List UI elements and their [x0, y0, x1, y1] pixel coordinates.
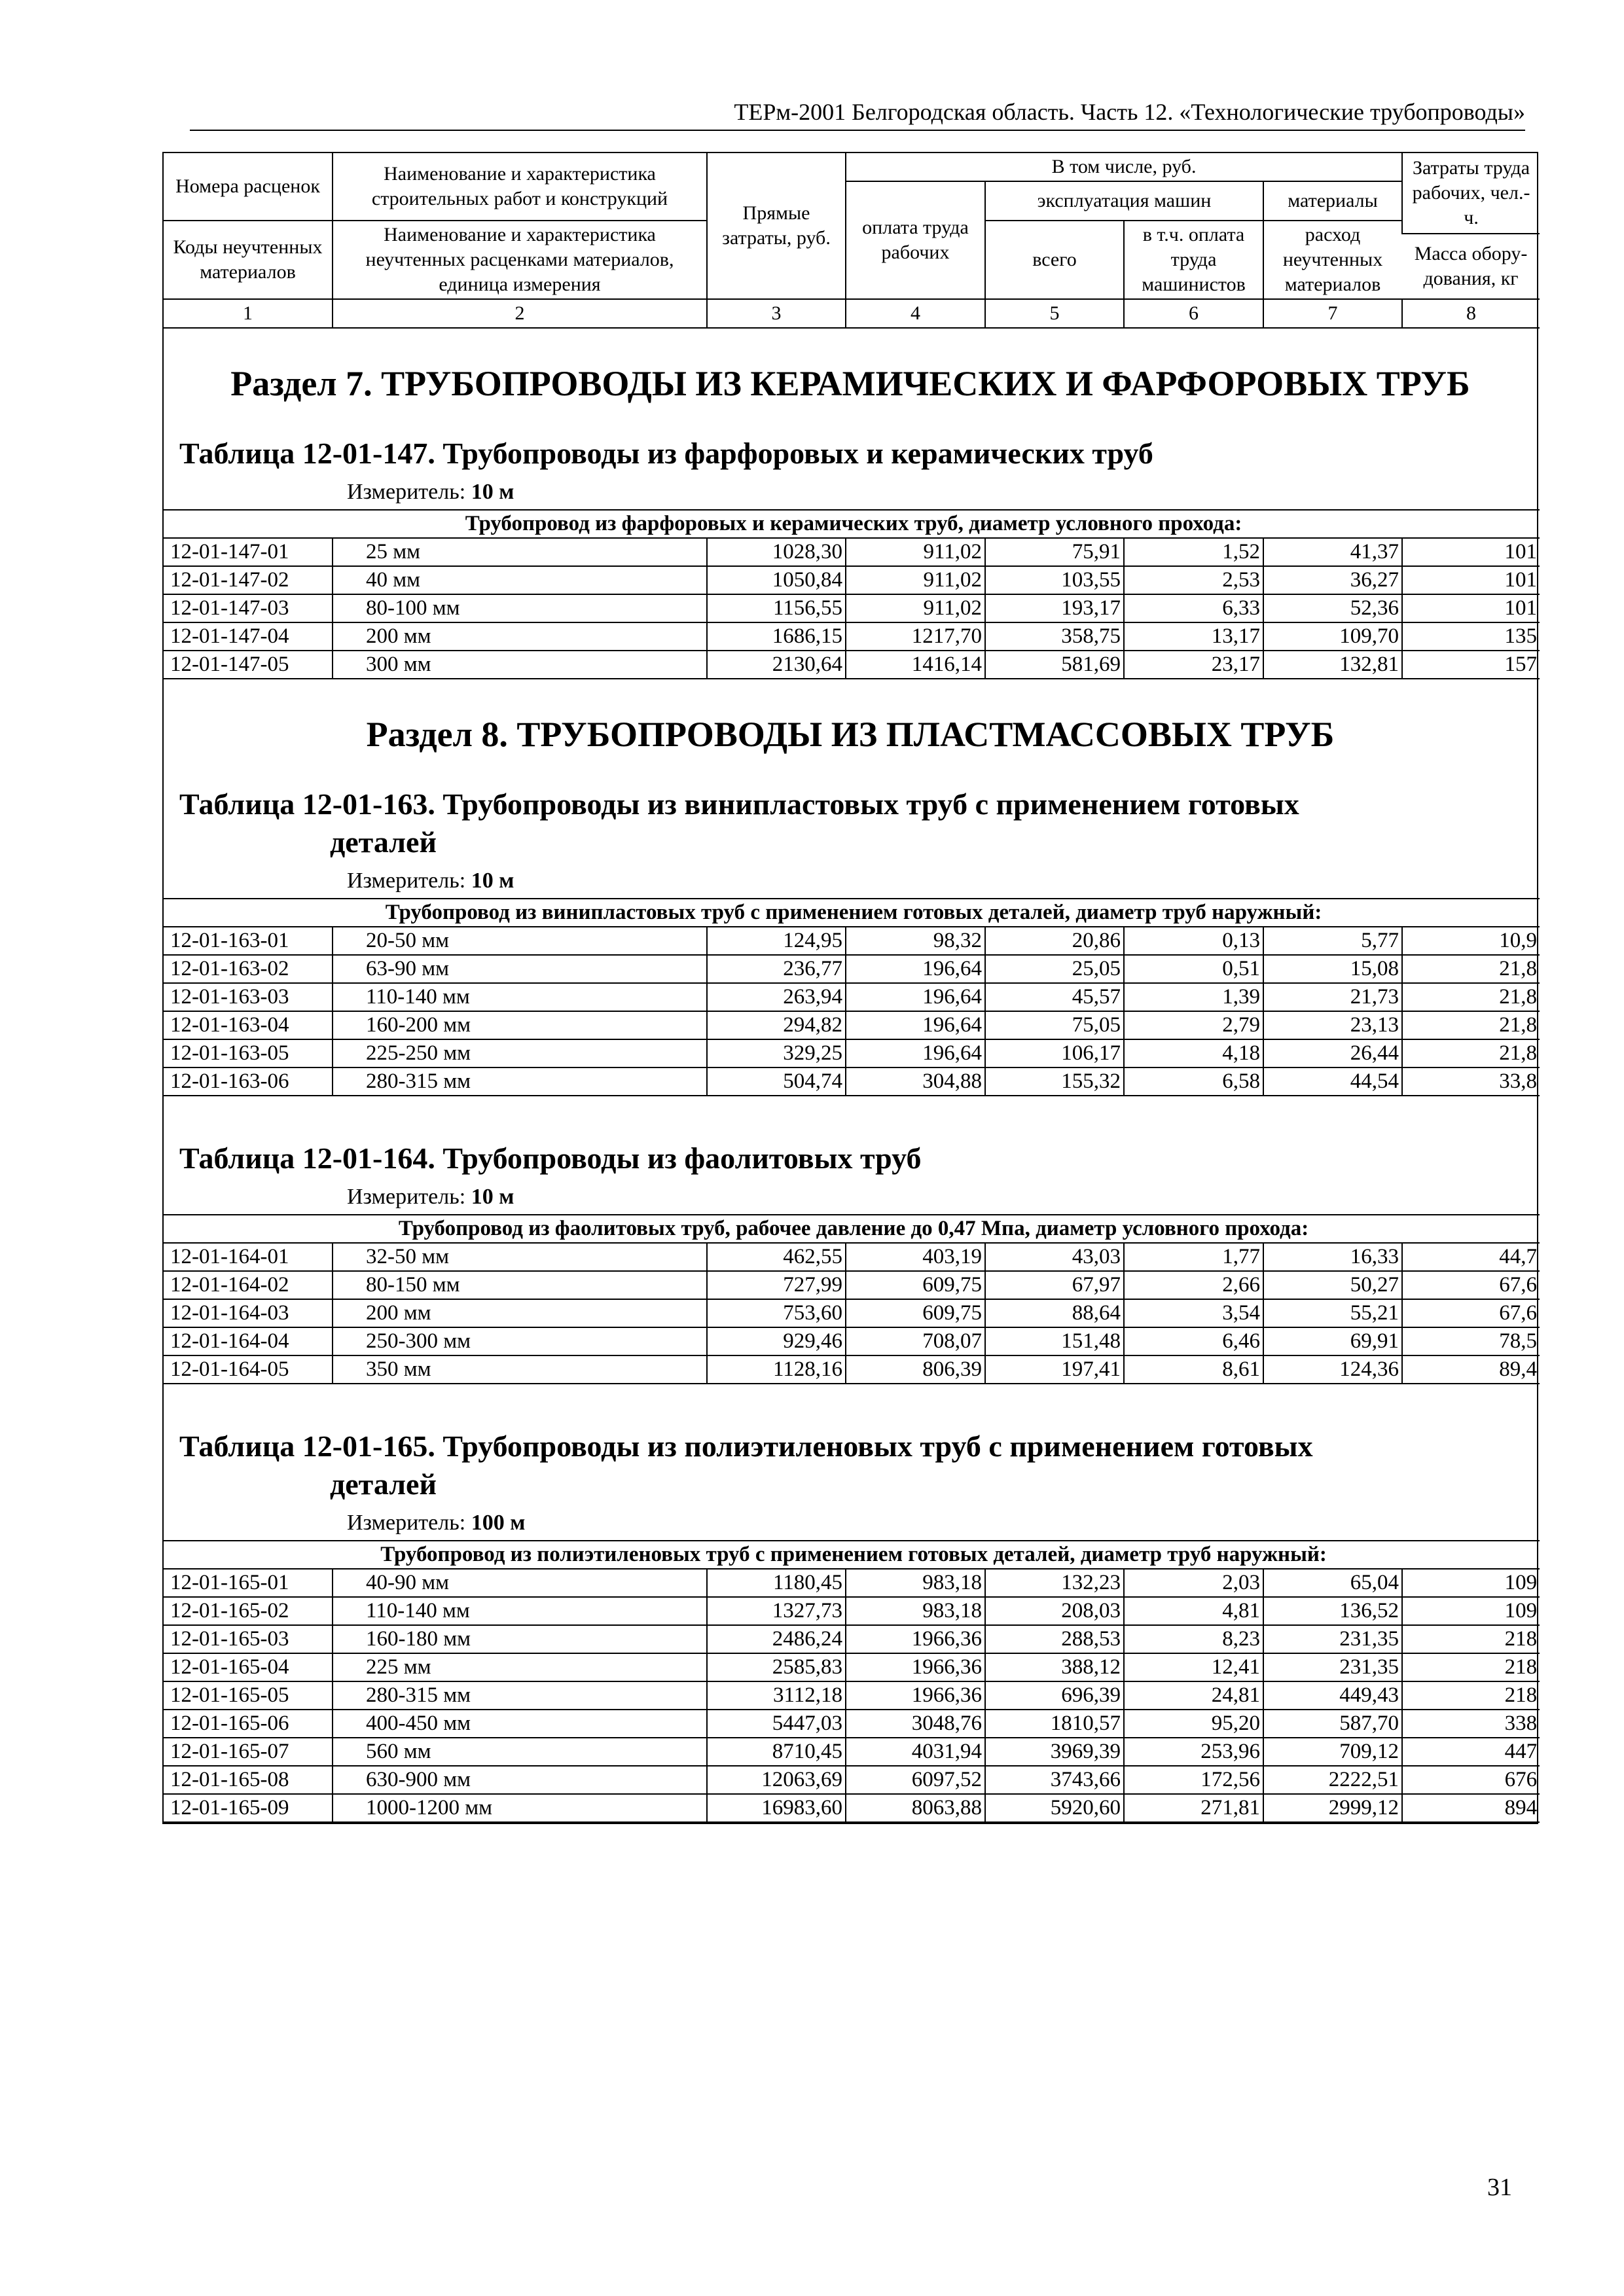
col-header-including: В том числе, руб.	[846, 153, 1402, 181]
rate-code: 12-01-163-05	[164, 1039, 333, 1067]
machines-total: 581,69	[985, 651, 1124, 679]
labor-hours: 44,7	[1402, 1243, 1540, 1271]
rate-code: 12-01-147-01	[164, 538, 333, 566]
materials-cost: 231,35	[1263, 1653, 1402, 1681]
rates-table	[164, 509, 1540, 679]
materials-cost: 709,12	[1263, 1738, 1402, 1766]
col-number: 1	[164, 299, 333, 328]
work-name: 80-150 мм	[333, 1271, 707, 1299]
table-row	[164, 983, 1540, 1011]
col-header-material-use: расход неучтенных материалов	[1263, 221, 1402, 299]
group-heading: Трубопровод из фарфоровых и керамических труб, диаметр условного прохода:	[164, 510, 1540, 538]
rate-code: 12-01-163-02	[164, 955, 333, 983]
table-row	[164, 955, 1540, 983]
machines-total: 3969,39	[985, 1738, 1124, 1766]
labor-hours: 67,6	[1402, 1299, 1540, 1327]
section-title: Раздел 7. ТРУБОПРОВОДЫ ИЗ КЕРАМИЧЕСКИХ И ФАРФОРОВЫХ ТРУБ	[230, 364, 1470, 403]
machines-total: 288,53	[985, 1625, 1124, 1653]
labor-hours: 21,8	[1402, 1011, 1540, 1039]
table-title-text: Таблица 12-01-147. Трубопроводы из фарфоровых и керамических труб	[179, 437, 1153, 470]
direct-cost: 2130,64	[707, 651, 846, 679]
work-name: 110-140 мм	[333, 1597, 707, 1625]
labor-hours: 135	[1402, 622, 1540, 651]
table-row	[164, 1794, 1540, 1822]
table-row	[164, 1355, 1540, 1384]
materials-cost: 69,91	[1263, 1327, 1402, 1355]
worker-pay: 196,64	[846, 1011, 985, 1039]
machines-total: 75,05	[985, 1011, 1124, 1039]
direct-cost: 753,60	[707, 1299, 846, 1327]
operator-pay: 95,20	[1124, 1710, 1263, 1738]
work-name: 400-450 мм	[333, 1710, 707, 1738]
col-header-material-codes: Коды неучтенных материалов	[164, 221, 333, 299]
measure-label: Измеритель:	[347, 869, 466, 893]
rate-code: 12-01-147-04	[164, 622, 333, 651]
operator-pay: 1,39	[1124, 983, 1263, 1011]
worker-pay: 196,64	[846, 983, 985, 1011]
work-name: 350 мм	[333, 1355, 707, 1384]
table-row	[164, 1710, 1540, 1738]
operator-pay: 6,33	[1124, 594, 1263, 622]
materials-cost: 124,36	[1263, 1355, 1402, 1384]
table-row	[164, 651, 1540, 679]
work-name: 160-200 мм	[333, 1011, 707, 1039]
work-name: 280-315 мм	[333, 1681, 707, 1710]
table-row	[164, 1766, 1540, 1794]
materials-cost: 449,43	[1263, 1681, 1402, 1710]
worker-pay: 196,64	[846, 1039, 985, 1067]
labor-hours: 109	[1402, 1569, 1540, 1597]
direct-cost: 2585,83	[707, 1653, 846, 1681]
work-name: 32-50 мм	[333, 1243, 707, 1271]
rate-code: 12-01-165-08	[164, 1766, 333, 1794]
worker-pay: 983,18	[846, 1597, 985, 1625]
col-header-materials: материалы	[1263, 181, 1402, 221]
table-title-text: Таблица 12-01-164. Трубопроводы из фаолитовых труб	[179, 1141, 922, 1175]
work-name: 20-50 мм	[333, 927, 707, 955]
work-name: 40 мм	[333, 566, 707, 594]
operator-pay: 0,13	[1124, 927, 1263, 955]
col-header-equipment-mass: Масса обору-дования, кг	[1402, 234, 1540, 299]
materials-cost: 132,81	[1263, 651, 1402, 679]
materials-cost: 41,37	[1263, 538, 1402, 566]
work-name: 40-90 мм	[333, 1569, 707, 1597]
table-row	[164, 1299, 1540, 1327]
rate-code: 12-01-164-01	[164, 1243, 333, 1271]
machines-total: 1810,57	[985, 1710, 1124, 1738]
machines-total: 696,39	[985, 1681, 1124, 1710]
materials-cost: 65,04	[1263, 1569, 1402, 1597]
rate-code: 12-01-165-09	[164, 1794, 333, 1822]
worker-pay: 1966,36	[846, 1681, 985, 1710]
measure-value: 10 м	[471, 869, 514, 893]
table-title-continuation: деталей	[330, 1467, 437, 1501]
operator-pay: 24,81	[1124, 1681, 1263, 1710]
work-name: 80-100 мм	[333, 594, 707, 622]
rate-code: 12-01-165-06	[164, 1710, 333, 1738]
table-row	[164, 1597, 1540, 1625]
machines-total: 20,86	[985, 927, 1124, 955]
labor-hours: 894	[1402, 1794, 1540, 1822]
materials-cost: 55,21	[1263, 1299, 1402, 1327]
col-header-name: Наименование и характеристика строительных работ и конструкций	[333, 153, 707, 221]
direct-cost: 1028,30	[707, 538, 846, 566]
group-row	[164, 1541, 1540, 1569]
col-header-machines-total: всего	[985, 221, 1124, 299]
table-title-continuation: деталей	[330, 825, 437, 859]
direct-cost: 2486,24	[707, 1625, 846, 1653]
operator-pay: 1,77	[1124, 1243, 1263, 1271]
materials-cost: 36,27	[1263, 566, 1402, 594]
measure-value: 10 м	[471, 1185, 514, 1209]
table-row	[164, 622, 1540, 651]
rate-code: 12-01-147-02	[164, 566, 333, 594]
operator-pay: 1,52	[1124, 538, 1263, 566]
operator-pay: 2,79	[1124, 1011, 1263, 1039]
labor-hours: 10,9	[1402, 927, 1540, 955]
direct-cost: 263,94	[707, 983, 846, 1011]
table-row	[164, 566, 1540, 594]
table-title	[164, 1139, 1537, 1177]
materials-cost: 5,77	[1263, 927, 1402, 955]
direct-cost: 1156,55	[707, 594, 846, 622]
section	[164, 329, 1537, 679]
rate-code: 12-01-163-03	[164, 983, 333, 1011]
table-row	[164, 1738, 1540, 1766]
group-row	[164, 1215, 1540, 1243]
work-name: 200 мм	[333, 1299, 707, 1327]
machines-total: 193,17	[985, 594, 1124, 622]
rate-code: 12-01-163-01	[164, 927, 333, 955]
work-name: 225 мм	[333, 1653, 707, 1681]
worker-pay: 708,07	[846, 1327, 985, 1355]
labor-hours: 21,8	[1402, 983, 1540, 1011]
worker-pay: 196,64	[846, 955, 985, 983]
col-number: 7	[1263, 299, 1402, 328]
worker-pay: 911,02	[846, 538, 985, 566]
col-number: 4	[846, 299, 985, 328]
materials-cost: 109,70	[1263, 622, 1402, 651]
direct-cost: 462,55	[707, 1243, 846, 1271]
worker-pay: 911,02	[846, 566, 985, 594]
rate-code: 12-01-163-06	[164, 1067, 333, 1096]
measure-unit	[164, 478, 1537, 507]
group-heading: Трубопровод из фаолитовых труб, рабочее давление до 0,47 Мпа, диаметр условного прохода:	[164, 1215, 1540, 1243]
labor-hours: 33,8	[1402, 1067, 1540, 1096]
operator-pay: 13,17	[1124, 622, 1263, 651]
group-row	[164, 510, 1540, 538]
labor-hours: 101	[1402, 538, 1540, 566]
direct-cost: 1128,16	[707, 1355, 846, 1384]
direct-cost: 504,74	[707, 1067, 846, 1096]
col-header-material-names: Наименование и характеристика неучтенных расценками материалов, единица измерения	[333, 221, 707, 299]
materials-cost: 44,54	[1263, 1067, 1402, 1096]
work-name: 225-250 мм	[333, 1039, 707, 1067]
work-name: 250-300 мм	[333, 1327, 707, 1355]
measure-value: 10 м	[471, 480, 514, 504]
machines-total: 43,03	[985, 1243, 1124, 1271]
labor-hours: 101	[1402, 594, 1540, 622]
machines-total: 155,32	[985, 1067, 1124, 1096]
work-name: 63-90 мм	[333, 955, 707, 983]
labor-hours: 218	[1402, 1653, 1540, 1681]
work-name: 280-315 мм	[333, 1067, 707, 1096]
rate-code: 12-01-165-02	[164, 1597, 333, 1625]
rates-table	[164, 1540, 1540, 1823]
operator-pay: 12,41	[1124, 1653, 1263, 1681]
col-header-direct-costs: Прямые затраты, руб.	[707, 153, 846, 299]
rate-code: 12-01-165-01	[164, 1569, 333, 1597]
rates-table	[164, 898, 1540, 1096]
work-name: 110-140 мм	[333, 983, 707, 1011]
measure-label: Измеритель:	[347, 1185, 466, 1209]
worker-pay: 6097,52	[846, 1766, 985, 1794]
operator-pay: 8,23	[1124, 1625, 1263, 1653]
direct-cost: 1686,15	[707, 622, 846, 651]
running-header: ТЕРм-2001 Белгородская область. Часть 12. «Технологические трубопроводы»	[190, 98, 1525, 131]
materials-cost: 23,13	[1263, 1011, 1402, 1039]
labor-hours: 21,8	[1402, 955, 1540, 983]
table-title	[164, 785, 1537, 861]
machines-total: 45,57	[985, 983, 1124, 1011]
labor-hours: 78,5	[1402, 1327, 1540, 1355]
col-header-labor-costs: Затраты труда рабочих, чел.-ч.	[1402, 153, 1540, 234]
worker-pay: 1217,70	[846, 622, 985, 651]
direct-cost: 929,46	[707, 1327, 846, 1355]
table-row	[164, 1569, 1540, 1597]
worker-pay: 1966,36	[846, 1653, 985, 1681]
direct-cost: 294,82	[707, 1011, 846, 1039]
operator-pay: 2,66	[1124, 1271, 1263, 1299]
table-title	[164, 1427, 1537, 1503]
labor-hours: 21,8	[1402, 1039, 1540, 1067]
work-name: 1000-1200 мм	[333, 1794, 707, 1822]
materials-cost: 50,27	[1263, 1271, 1402, 1299]
machines-total: 25,05	[985, 955, 1124, 983]
labor-hours: 447	[1402, 1738, 1540, 1766]
table-row	[164, 1067, 1540, 1096]
worker-pay: 1966,36	[846, 1625, 985, 1653]
direct-cost: 1050,84	[707, 566, 846, 594]
col-number: 2	[333, 299, 707, 328]
labor-hours: 109	[1402, 1597, 1540, 1625]
section	[164, 679, 1537, 1823]
group-heading: Трубопровод из полиэтиленовых труб с применением готовых деталей, диаметр труб наружный:	[164, 1541, 1540, 1569]
labor-hours: 676	[1402, 1766, 1540, 1794]
operator-pay: 4,18	[1124, 1039, 1263, 1067]
operator-pay: 2,03	[1124, 1569, 1263, 1597]
work-name: 160-180 мм	[333, 1625, 707, 1653]
machines-total: 208,03	[985, 1597, 1124, 1625]
materials-cost: 15,08	[1263, 955, 1402, 983]
machines-total: 67,97	[985, 1271, 1124, 1299]
measure-value: 100 м	[471, 1511, 526, 1535]
materials-cost: 16,33	[1263, 1243, 1402, 1271]
machines-total: 75,91	[985, 538, 1124, 566]
rate-code: 12-01-165-07	[164, 1738, 333, 1766]
table-title-text: Таблица 12-01-165. Трубопроводы из полиэтиленовых труб с применением готовых	[179, 1429, 1313, 1463]
operator-pay: 271,81	[1124, 1794, 1263, 1822]
worker-pay: 806,39	[846, 1355, 985, 1384]
materials-cost: 231,35	[1263, 1625, 1402, 1653]
machines-total: 88,64	[985, 1299, 1124, 1327]
operator-pay: 253,96	[1124, 1738, 1263, 1766]
column-header-table	[164, 153, 1540, 329]
measure-label: Измеритель:	[347, 480, 466, 504]
col-number: 3	[707, 299, 846, 328]
measure-label: Измеритель:	[347, 1511, 466, 1535]
materials-cost: 26,44	[1263, 1039, 1402, 1067]
direct-cost: 727,99	[707, 1271, 846, 1299]
table-row	[164, 1039, 1540, 1067]
operator-pay: 2,53	[1124, 566, 1263, 594]
operator-pay: 4,81	[1124, 1597, 1263, 1625]
machines-total: 132,23	[985, 1569, 1124, 1597]
operator-pay: 6,58	[1124, 1067, 1263, 1096]
operator-pay: 23,17	[1124, 651, 1263, 679]
machines-total: 151,48	[985, 1327, 1124, 1355]
direct-cost: 16983,60	[707, 1794, 846, 1822]
worker-pay: 4031,94	[846, 1738, 985, 1766]
machines-total: 388,12	[985, 1653, 1124, 1681]
labor-hours: 101	[1402, 566, 1540, 594]
labor-hours: 338	[1402, 1710, 1540, 1738]
col-number: 5	[985, 299, 1124, 328]
table-row	[164, 538, 1540, 566]
machines-total: 106,17	[985, 1039, 1124, 1067]
materials-cost: 2222,51	[1263, 1766, 1402, 1794]
materials-cost: 136,52	[1263, 1597, 1402, 1625]
rate-code: 12-01-147-05	[164, 651, 333, 679]
table-row	[164, 1625, 1540, 1653]
machines-total: 103,55	[985, 566, 1124, 594]
rate-code: 12-01-163-04	[164, 1011, 333, 1039]
worker-pay: 3048,76	[846, 1710, 985, 1738]
col-header-operator-pay: в т.ч. оплата труда машинистов	[1124, 221, 1263, 299]
worker-pay: 403,19	[846, 1243, 985, 1271]
page-number: 31	[1487, 2174, 1512, 2201]
worker-pay: 1416,14	[846, 651, 985, 679]
document-body	[162, 152, 1538, 1824]
worker-pay: 98,32	[846, 927, 985, 955]
measure-unit	[164, 1183, 1537, 1211]
machines-total: 197,41	[985, 1355, 1124, 1384]
machines-total: 358,75	[985, 622, 1124, 651]
work-name: 630-900 мм	[333, 1766, 707, 1794]
worker-pay: 609,75	[846, 1299, 985, 1327]
direct-cost: 236,77	[707, 955, 846, 983]
sections-container	[164, 329, 1537, 1823]
machines-total: 5920,60	[985, 1794, 1124, 1822]
work-name: 300 мм	[333, 651, 707, 679]
rate-code: 12-01-165-03	[164, 1625, 333, 1653]
operator-pay: 3,54	[1124, 1299, 1263, 1327]
worker-pay: 983,18	[846, 1569, 985, 1597]
rate-code: 12-01-164-02	[164, 1271, 333, 1299]
table-row	[164, 1011, 1540, 1039]
work-name: 200 мм	[333, 622, 707, 651]
table-row	[164, 1271, 1540, 1299]
materials-cost: 2999,12	[1263, 1794, 1402, 1822]
operator-pay: 172,56	[1124, 1766, 1263, 1794]
work-name: 560 мм	[333, 1738, 707, 1766]
direct-cost: 1180,45	[707, 1569, 846, 1597]
materials-cost: 587,70	[1263, 1710, 1402, 1738]
table-row	[164, 1327, 1540, 1355]
table-row	[164, 1681, 1540, 1710]
worker-pay: 304,88	[846, 1067, 985, 1096]
direct-cost: 1327,73	[707, 1597, 846, 1625]
table-title	[164, 435, 1537, 473]
direct-cost: 124,95	[707, 927, 846, 955]
col-header-codes: Номера расценок	[164, 153, 333, 221]
table-row	[164, 594, 1540, 622]
worker-pay: 609,75	[846, 1271, 985, 1299]
table-row	[164, 1243, 1540, 1271]
operator-pay: 6,46	[1124, 1327, 1263, 1355]
rate-code: 12-01-165-04	[164, 1653, 333, 1681]
operator-pay: 8,61	[1124, 1355, 1263, 1384]
col-number: 8	[1402, 299, 1540, 328]
operator-pay: 0,51	[1124, 955, 1263, 983]
group-row	[164, 899, 1540, 927]
materials-cost: 21,73	[1263, 983, 1402, 1011]
labor-hours: 218	[1402, 1681, 1540, 1710]
rate-code: 12-01-164-05	[164, 1355, 333, 1384]
rate-code: 12-01-147-03	[164, 594, 333, 622]
direct-cost: 329,25	[707, 1039, 846, 1067]
worker-pay: 911,02	[846, 594, 985, 622]
rate-code: 12-01-164-04	[164, 1327, 333, 1355]
rates-table	[164, 1214, 1540, 1384]
labor-hours: 218	[1402, 1625, 1540, 1653]
direct-cost: 5447,03	[707, 1710, 846, 1738]
table-row	[164, 1653, 1540, 1681]
machines-total: 3743,66	[985, 1766, 1124, 1794]
table-title-text: Таблица 12-01-163. Трубопроводы из винипластовых труб с применением готовых	[179, 787, 1299, 821]
table-row	[164, 927, 1540, 955]
measure-unit	[164, 867, 1537, 895]
col-number: 6	[1124, 299, 1263, 328]
rate-code: 12-01-165-05	[164, 1681, 333, 1710]
rate-code: 12-01-164-03	[164, 1299, 333, 1327]
materials-cost: 52,36	[1263, 594, 1402, 622]
labor-hours: 157	[1402, 651, 1540, 679]
labor-hours: 89,4	[1402, 1355, 1540, 1384]
col-header-machines: эксплуатация машин	[985, 181, 1263, 221]
direct-cost: 8710,45	[707, 1738, 846, 1766]
direct-cost: 12063,69	[707, 1766, 846, 1794]
col-header-worker-pay: оплата труда рабочих	[846, 181, 985, 299]
group-heading: Трубопровод из винипластовых труб с применением готовых деталей, диаметр труб наружный:	[164, 899, 1540, 927]
worker-pay: 8063,88	[846, 1794, 985, 1822]
labor-hours: 67,6	[1402, 1271, 1540, 1299]
measure-unit	[164, 1509, 1537, 1537]
section-title: Раздел 8. ТРУБОПРОВОДЫ ИЗ ПЛАСТМАССОВЫХ ТРУБ	[366, 715, 1335, 754]
direct-cost: 3112,18	[707, 1681, 846, 1710]
work-name: 25 мм	[333, 538, 707, 566]
